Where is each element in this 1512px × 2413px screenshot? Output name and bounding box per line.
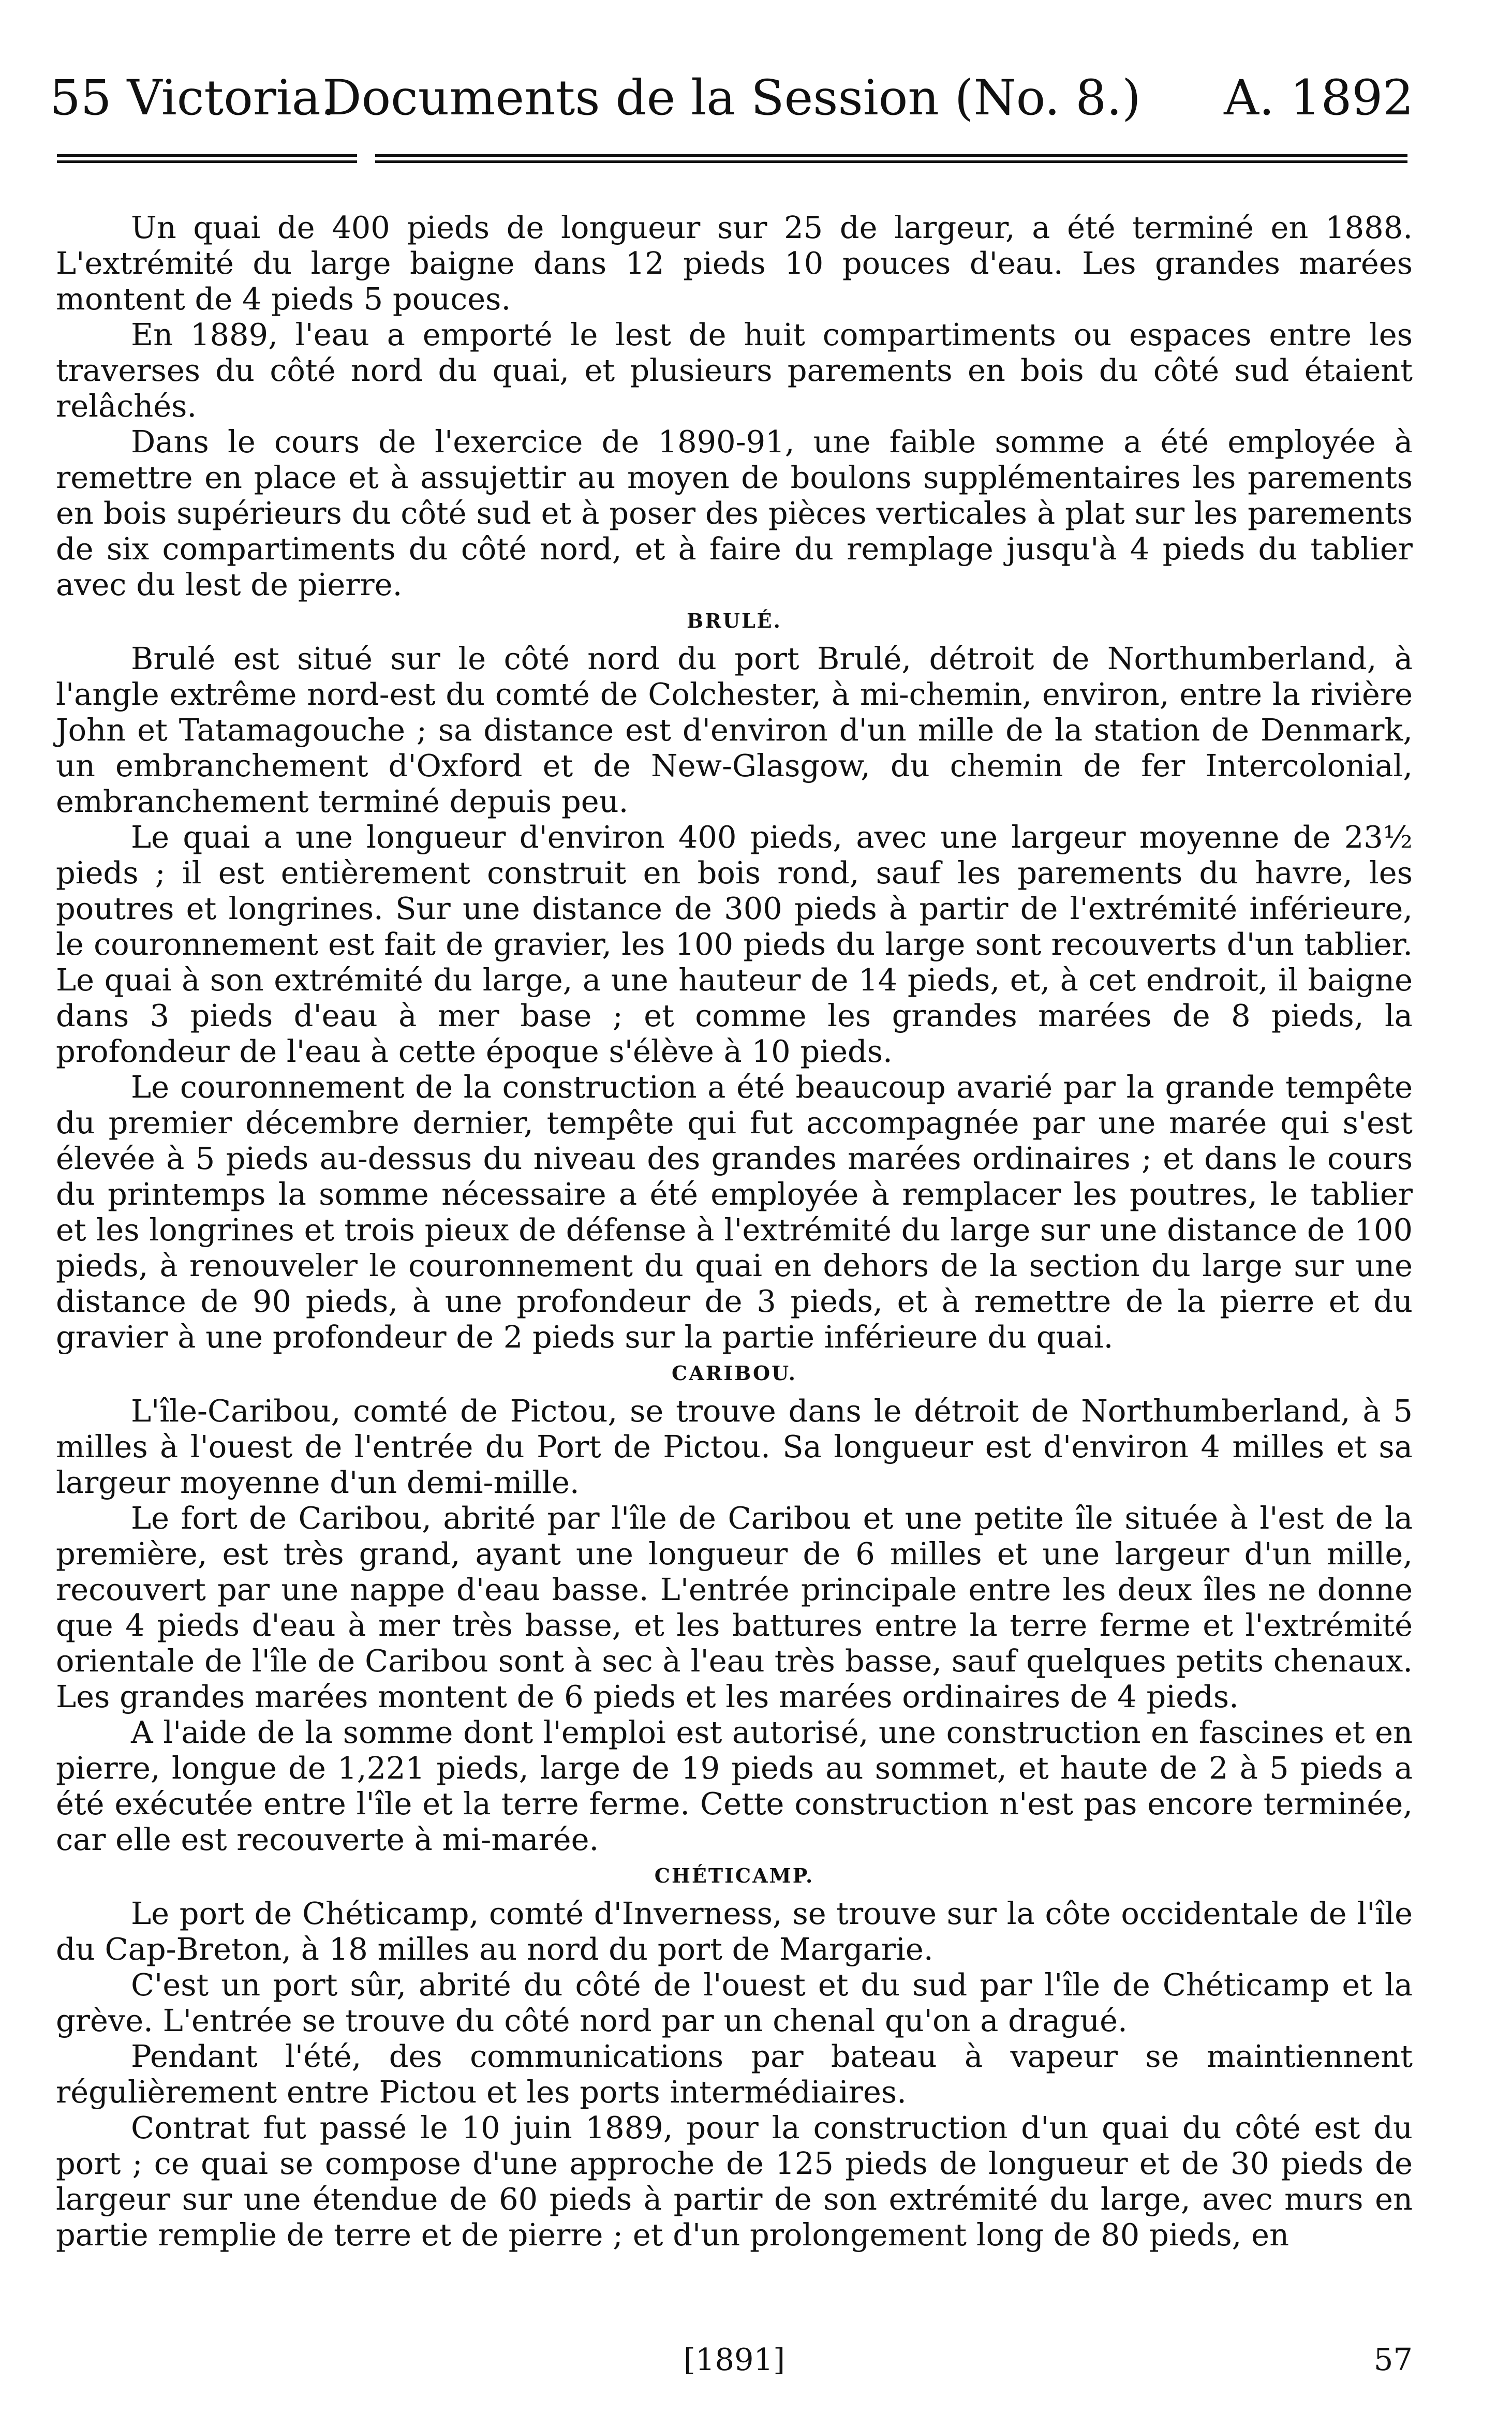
paragraph: Le fort de Caribou, abrité par l'île de Caribou et une petite île située à l'est de la première, est très grand, ayant une longueur de 6 milles et une largeur d'un mille, recouvert par une nappe d'eau basse. L'entrée principale entre les deux îles ne donne que 4 pieds d'eau à mer très basse, et les battures entre la terre ferme et l'extrémité orientale de l'île de Caribou sont à sec à l'eau très basse, sauf quelques petits chenaux. Les grandes marées montent de 6 pieds et les marées ordinaires de 4 pieds. xyxy=(56,1500,1413,1714)
paragraph: L'île-Caribou, comté de Pictou, se trouve dans le détroit de Northumberland, à 5 milles à l'ouest de l'entrée du Port de Pictou. Sa longueur est d'environ 4 milles et sa largeur moyenne d'un demi-mille. xyxy=(56,1393,1413,1500)
paragraph: En 1889, l'eau a emporté le lest de huit compartiments ou espaces entre les traverses du côté nord du quai, et plusieurs parements en bois du côté sud étaient relâchés. xyxy=(56,317,1413,424)
paragraph: Le couronnement de la construction a été beaucoup avarié par la grande tempête du premier décembre dernier, tempête qui fut accompagnée par une marée qui s'est élevée à 5 pieds au-dessus du niveau des grandes marées ordinaires ; et dans le cours du printemps la somme nécessaire a été employée à remplacer les poutres, le tablier et les longrines et trois pieux de défense à l'extrémité du large sur une distance de 100 pieds, à renouveler le couronnement du quai en dehors de la section du large sur une distance de 90 pieds, à une profondeur de 3 pieds, et à remettre de la pierre et du gravier à une profondeur de 2 pieds sur la partie inférieure du quai. xyxy=(56,1069,1413,1355)
paragraph: Un quai de 400 pieds de longueur sur 25 de largeur, a été terminé en 1888. L'extrémité du large baigne dans 12 pieds 10 pouces d'eau. Les grandes marées montent de 4 pieds 5 pouces. xyxy=(56,210,1413,317)
document-body xyxy=(56,210,1413,2253)
rule-right-top xyxy=(375,154,1407,157)
header-double-rule xyxy=(57,154,1413,167)
footer-year: [1891] xyxy=(683,2342,785,2377)
page-header xyxy=(50,70,1414,127)
paragraph: Le port de Chéticamp, comté d'Inverness, se trouve sur la côte occidentale de l'île du Cap-Breton, à 18 milles au nord du port de Margarie. xyxy=(56,1896,1413,1967)
paragraph: Dans le cours de l'exercice de 1890-91, une faible somme a été employée à remettre en place et à assujettir au moyen de boulons supplémentaires les parements en bois supérieurs du côté sud et à poser des pièces verticales à plat sur les parements de six compartiments du côté nord, et à faire du remplage jusqu'à 4 pieds du tablier avec du lest de pierre. xyxy=(56,424,1413,602)
header-session: 55 Victoria. xyxy=(50,70,336,126)
rule-left-bottom xyxy=(57,160,357,163)
paragraph: Le quai a une longueur d'environ 400 pieds, avec une largeur moyenne de 23½ pieds ; il est entièrement construit en bois rond, sauf les parements du havre, les poutres et longrines. Sur une distance de 300 pieds à partir de l'extrémité inférieure, le couronnement est fait de gravier, les 100 pieds du large sont recouverts d'un tablier. Le quai à son extrémité du large, a une hauteur de 14 pieds, et, à cet endroit, il baigne dans 3 pieds d'eau à mer base ; et comme les grandes marées de 8 pieds, la profondeur de l'eau à cette époque s'élève à 10 pieds. xyxy=(56,819,1413,1069)
rule-left-top xyxy=(57,154,357,157)
section-heading-brule: BRULÉ. xyxy=(687,609,782,632)
paragraph: C'est un port sûr, abrité du côté de l'ouest et du sud par l'île de Chéticamp et la grève. L'entrée se trouve du côté nord par un chenal qu'on a dragué. xyxy=(56,1967,1413,2038)
page-number: 57 xyxy=(1373,2342,1413,2377)
section-heading-caribou: CARIBOU. xyxy=(672,1361,797,1385)
page-footer xyxy=(56,2339,1413,2380)
header-title: Documents de la Session (No. 8.) xyxy=(322,70,1141,126)
header-year: A. 1892 xyxy=(1224,70,1414,126)
paragraph: Contrat fut passé le 10 juin 1889, pour la construction d'un quai du côté est du port ; ce quai se compose d'une approche de 125 pieds de longueur et de 30 pieds de largeur sur une étendue de 60 pieds à partir de son extrémité du large, avec murs en partie remplie de terre et de pierre ; et d'un prolongement long de 80 pieds, en xyxy=(56,2110,1413,2253)
rule-right-bottom xyxy=(375,160,1407,163)
paragraph: Pendant l'été, des communications par bateau à vapeur se maintiennent régulièrement entre Pictou et les ports intermédiaires. xyxy=(56,2038,1413,2110)
section-heading-cheticamp: CHÉTICAMP. xyxy=(654,1864,814,1887)
paragraph: A l'aide de la somme dont l'emploi est autorisé, une construction en fascines et en pierre, longue de 1,221 pieds, large de 19 pieds au sommet, et haute de 2 à 5 pieds a été exécutée entre l'île et la terre ferme. Cette construction n'est pas encore terminée, car elle est recouverte à mi-marée. xyxy=(56,1714,1413,1857)
paragraph: Brulé est situé sur le côté nord du port Brulé, détroit de Northumberland, à l'angle extrême nord-est du comté de Colchester, à mi-chemin, environ, entre la rivière John et Tatamagouche ; sa distance est d'environ d'un mille de la station de Denmark, un embranchement d'Oxford et de New-Glasgow, du chemin de fer Intercolonial, embranchement terminé depuis peu. xyxy=(56,641,1413,819)
